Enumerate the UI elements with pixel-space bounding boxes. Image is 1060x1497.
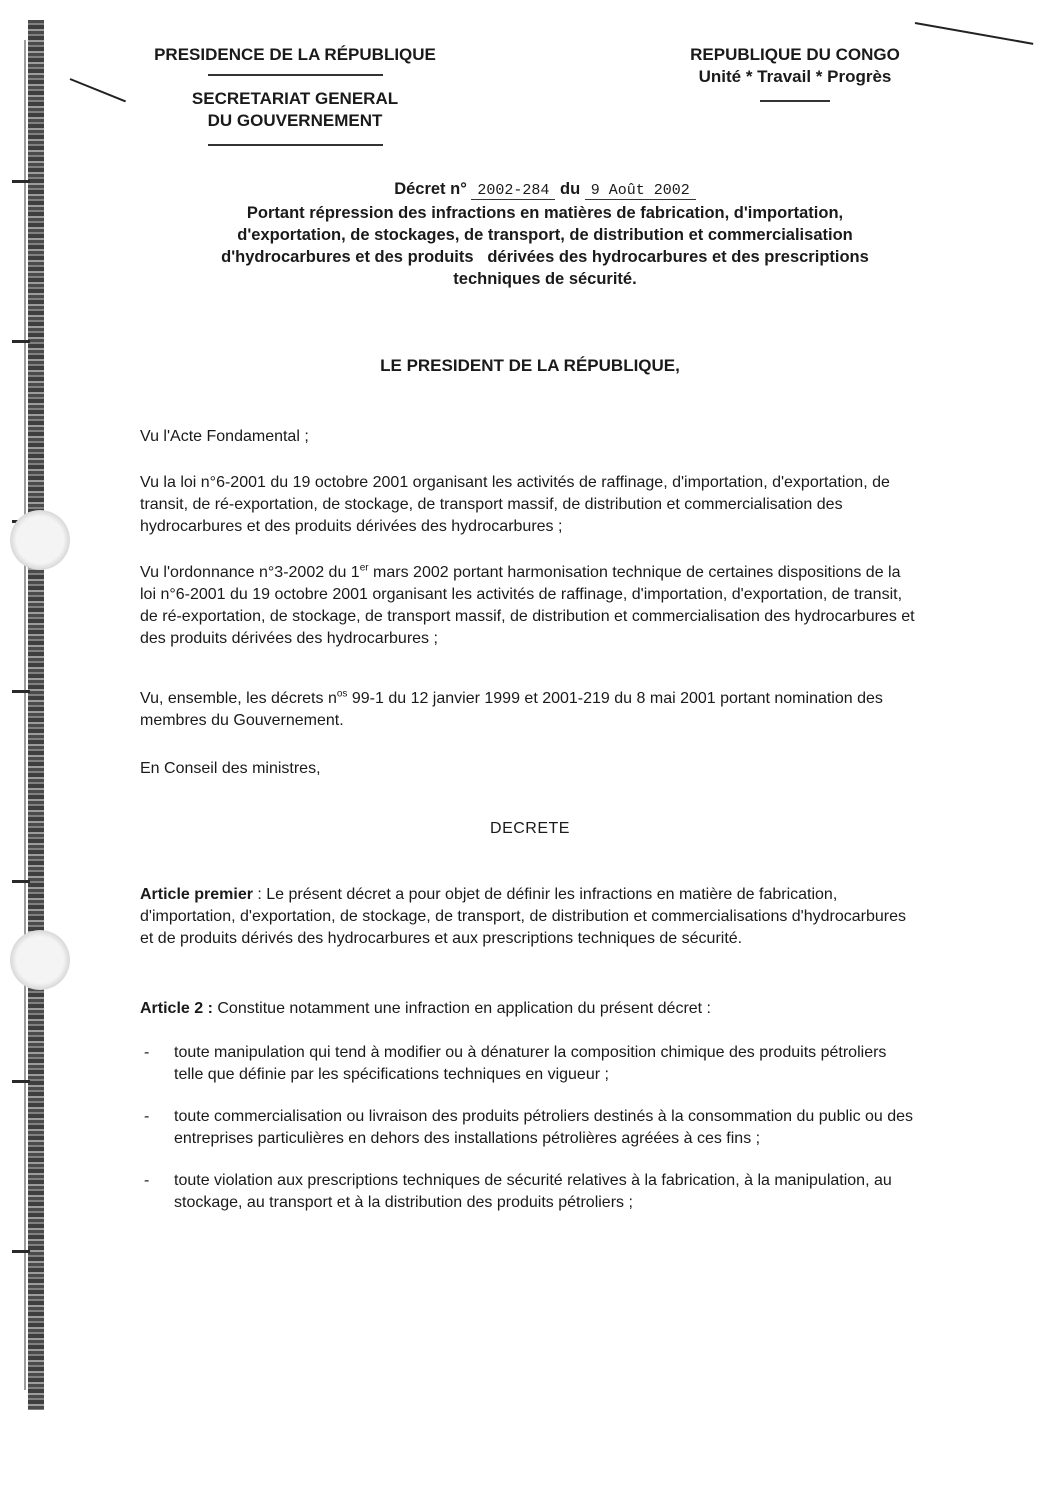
decree-du: du [560,180,581,198]
decree-subject-2: d'exportation, de stockages, de transport, de distribution et commercialisation [237,226,853,244]
decree-title [150,178,940,290]
decree-subject-1: Portant répression des infractions en matières de fabrication, d'importation, [246,204,844,222]
list-item [140,1106,920,1150]
decrete-heading: DECRETE [490,820,570,837]
decree-prefix: Décret n° [394,180,467,198]
council-line [140,758,920,780]
scan-mark [915,22,1034,45]
binding-tick [12,180,30,183]
list-dash: - [144,1044,150,1061]
list-item-text: toute manipulation qui tend à modifier ou à dénaturer la composition chimique des produits pétroliers telle que définie par les spécifications techniques en vigueur ; [174,1044,887,1083]
president-heading: LE PRESIDENT DE LA RÉPUBLIQUE, [380,356,680,375]
binding-tick [12,340,30,343]
list-item-text: toute commercialisation ou livraison des produits pétroliers destinés à la consommation du public ou des entreprises particulières en dehors des installations pétrolières agréées à ces fins ; [174,1108,914,1147]
issuer-presidency: PRESIDENCE DE LA RÉPUBLIQUE [154,45,436,64]
article-1-label: Article premier [140,886,253,903]
issuer-block [110,44,480,146]
punch-hole [10,930,70,990]
superscript: er [359,562,369,574]
visa-text-part: mars 2002 portant harmonisation technique de certaines dispositions de la loi n°6-2001 du 19 octobre 2001 organisant les activités de raffinage, d'importation, d'exportation, de transit, de ré-exportation, de stockage, de transport massif, de distribution et commercialisation des hydrocarbures et des produits dérivées des hydrocarbures ; [140,564,915,647]
superscript: os [336,688,348,700]
decree-number: 2002-284 [471,182,555,200]
visa-text [140,562,920,650]
binding-strip [28,20,44,1410]
article-1-text [140,884,920,950]
article-2 [140,998,920,1020]
list-dash: - [144,1108,150,1125]
article-2-body: Constitue notamment une infraction en application du présent décret : [212,1000,711,1017]
decree-date: 9 Août 2002 [585,182,696,200]
visa-2 [140,472,920,538]
issuer-secretariat: SECRETARIAT GENERAL [191,89,399,108]
visa-1 [140,426,920,448]
issuer-government: DU GOUVERNEMENT [207,111,383,130]
binding-tick [12,880,30,883]
republic-motto: Unité * Travail * Progrès [698,67,892,86]
list-item [140,1170,920,1214]
visa-4 [140,688,920,732]
visa-text-part: Vu, ensemble, les décrets n [140,690,337,707]
republic-block [665,44,925,102]
punch-hole [10,510,70,570]
decree-subject-3: d'hydrocarbures et des produits dérivées des hydrocarbures et des prescriptions [221,248,869,266]
decree-number-line [150,178,940,202]
article-2-text [140,998,920,1020]
visa-text: Vu l'Acte Fondamental ; [140,428,309,445]
list-item-text: toute violation aux prescriptions techniques de sécurité relatives à la fabrication, à la manipulation, au stockage, au transport et à la distribution des produits pétroliers ; [174,1172,892,1211]
visa-text-part: Vu l'ordonnance n°3-2002 du 1 [140,564,360,581]
binding-tick [12,1250,30,1253]
list-item [140,1042,920,1086]
visa-3 [140,562,920,650]
article-1-body: : Le présent décret a pour objet de définir les infractions en matière de fabrication, d'importation, d'exportation, de stockage, de transport, de distribution et commercialisations d'hydrocarbures et de produits dérivés des hydrocarbures et aux prescriptions techniques de sécurité. [140,886,907,947]
visa-text: Vu la loi n°6-2001 du 19 octobre 2001 organisant les activités de raffinage, d'importation, d'exportation, de transit, de ré-exportation, de stockage, de transport massif, de distribution et commercialisation des hydrocarbures et des produits dérivées des hydrocarbures ; [140,474,890,535]
divider [208,74,383,76]
article-1 [140,884,920,950]
divider [760,100,830,102]
binding-edge [24,40,26,1390]
binding-tick [12,1080,30,1083]
infraction-list [140,1042,920,1234]
binding-tick [12,690,30,693]
divider [208,144,383,146]
republic-name: REPUBLIQUE DU CONGO [690,45,900,64]
visa-text [140,688,920,732]
article-2-label: Article 2 : [140,1000,213,1017]
visa-text-part: 99-1 du 12 janvier 1999 et 2001-219 du 8 mai 2001 portant nomination des membres du Gouvernement. [140,690,883,729]
council-text: En Conseil des ministres, [140,760,321,777]
list-dash: - [144,1172,150,1189]
decree-subject-4: techniques de sécurité. [453,270,637,288]
